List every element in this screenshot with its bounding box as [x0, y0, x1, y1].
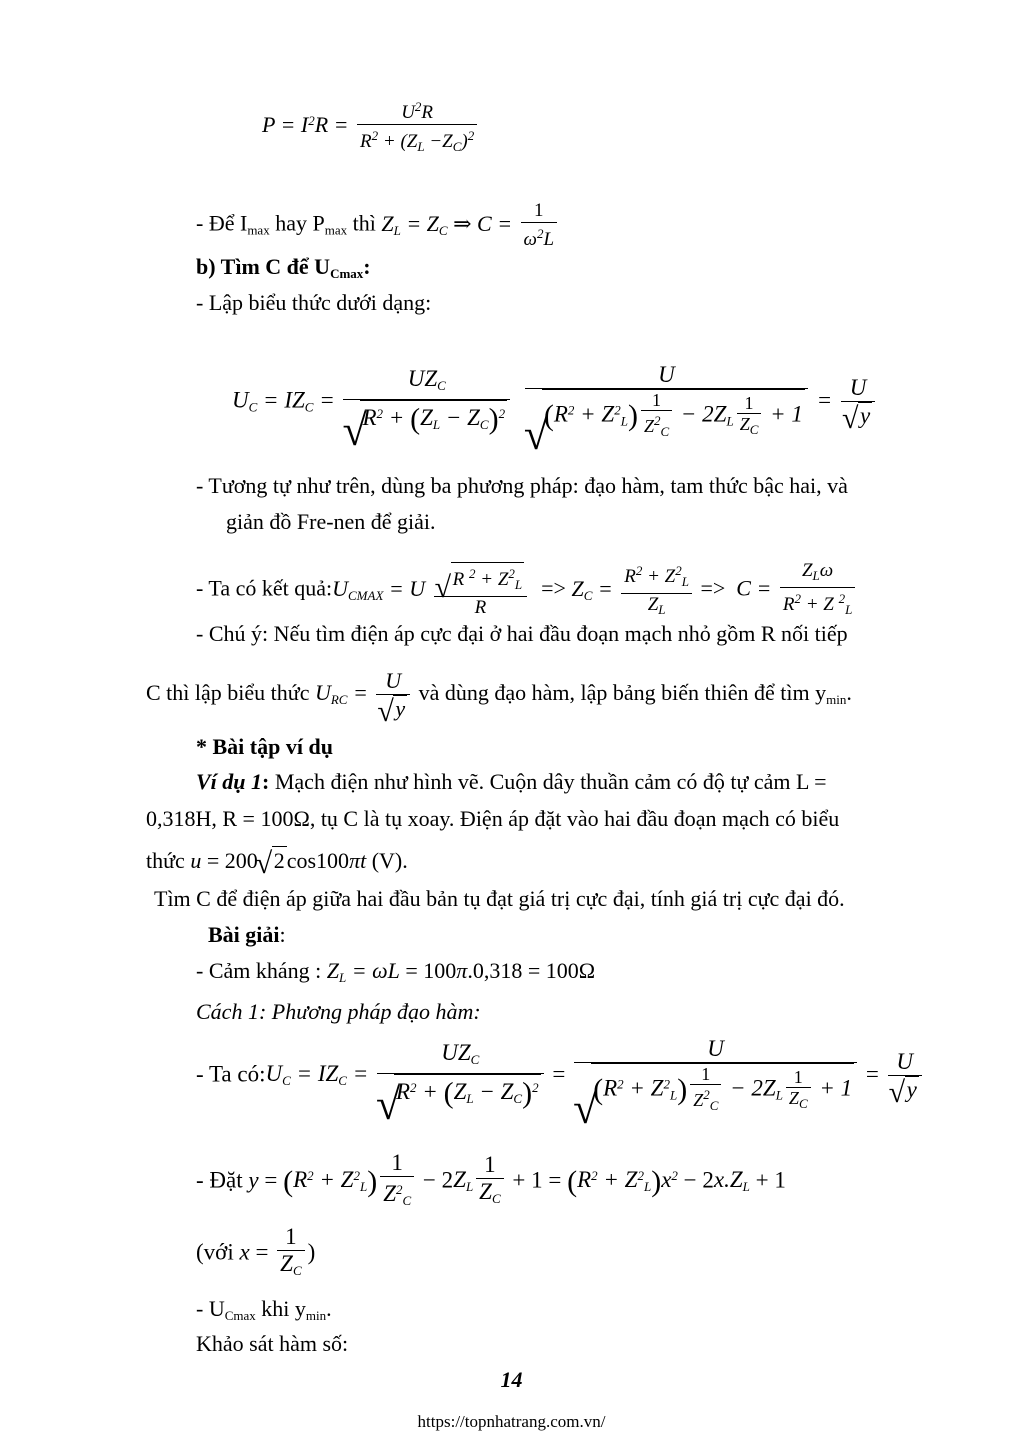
condition-line: - Để $I_{max}$ hay $P_{max}$ thì $Z_L = Z_C$ ⇒ C = $\frac{1}{\omega^2L}$	[196, 200, 560, 251]
vi-du-1-line-2: 0,318H, R = 100Ω, tụ C là tụ xoay. Điện áp đặt vào hai đầu đoạn mạch có biểu	[146, 806, 840, 831]
uc-formula: $U_C = IZ_C$ = $UZ_C$ √ $R^2 + (Z_L - Z_C)^2$ U √ $(R^2 + Z^2_L)$ $\frac{1}{Z^2_C}$ − $2Z_L$ $\frac{1}{Z_C}$ + 1 = U √ y	[232, 362, 878, 442]
dat-y-formula: - Đặt $y = (R^2 + Z^2_L)$ $\frac{1}{Z^2_C}$ − $2Z_L$ $\frac{1}{Z_C}$ + $1 = (R^2 + Z^2_L)x^2 - 2x.Z_L + 1$	[196, 1150, 786, 1208]
cam-khang-line: - Cảm kháng : $Z_L = \omega L = 100\pi.0,318 = 100\Omega$	[196, 958, 596, 985]
tuong-tu-line-1: - Tương tự như trên, dùng ba phương pháp: đạo hàm, tam thức bậc hai, và	[196, 473, 848, 498]
tim-c-text: Tìm C để điện áp giữa hai đầu bản tụ đạt giá trị cực đại, tính giá trị cực đại đó.	[154, 886, 845, 911]
vi-du-1-line-1: Ví dụ 1: Mạch điện như hình vẽ. Cuộn dây thuần cảm có độ tự cảm L =	[196, 769, 827, 794]
chu-y-line-2: C thì lập biểu thức $U_{RC}$ = U √ y và dùng đạo hàm, lập bảng biến thiên để tìm $y_{min}$.	[146, 668, 852, 722]
page-number: 14	[500, 1367, 523, 1392]
bai-tap-vi-du-heading: * Bài tập ví dụ	[196, 734, 333, 759]
khao-sat-text: Khảo sát hàm số:	[196, 1331, 349, 1356]
lap-bieu-thuc-text: - Lập biểu thức dưới dạng:	[196, 290, 432, 315]
bai-giai-heading: Bài giải:	[208, 922, 286, 947]
vi-du-1-line-3: thức u = 200√ 2cos100πt (V).	[146, 846, 408, 875]
voi-x-formula: (với x = $\frac{1}{Z_C}$ )	[196, 1224, 316, 1278]
ta-co-formula: - Ta $có:U_C = IZ_C$ = $UZ_C$ √ $R^2 + (Z_L - Z_C)^2$ = U √ $(R^2 + Z^2_L)$ $\frac{1}{Z^2_C}$ − $2Z_L$ $\frac{1}{Z_C}$ + 1 = U √ y	[196, 1036, 925, 1116]
power-formula: $P = I^2R$ = $\frac{U^2R}{R^2 + (Z_L -Z_C)^2}$	[262, 96, 480, 158]
cach-1-text: Cách 1: Phương pháp đạo hàm:	[196, 999, 481, 1024]
ket-qua-line: - Ta có kết $quả:U_{CMAX} = U$ √ $\frac{R ^2 + Z^2_L}{R}$ => $Z_C$ = $\frac{R^2 + Z^2_L}{Z_L}$ => C = $\frac{Z_L\omega}{R^2 + Z ^2_L}$	[196, 560, 858, 621]
chu-y-line-1: - Chú ý: Nếu tìm điện áp cực đại ở hai đầu đoạn mạch nhỏ gồm R nối tiếp	[196, 621, 848, 646]
footer-url[interactable]: https://topnhatrang.com.vn/	[417, 1412, 606, 1431]
tuong-tu-line-2: giản đồ Fre-nen để giải.	[226, 509, 436, 534]
heading-b: b) Tìm C để $U_{Cmax}$:	[196, 254, 371, 281]
ucmax-line: - $U_{Cmax}$ khi $y_{min}$.	[196, 1296, 332, 1323]
